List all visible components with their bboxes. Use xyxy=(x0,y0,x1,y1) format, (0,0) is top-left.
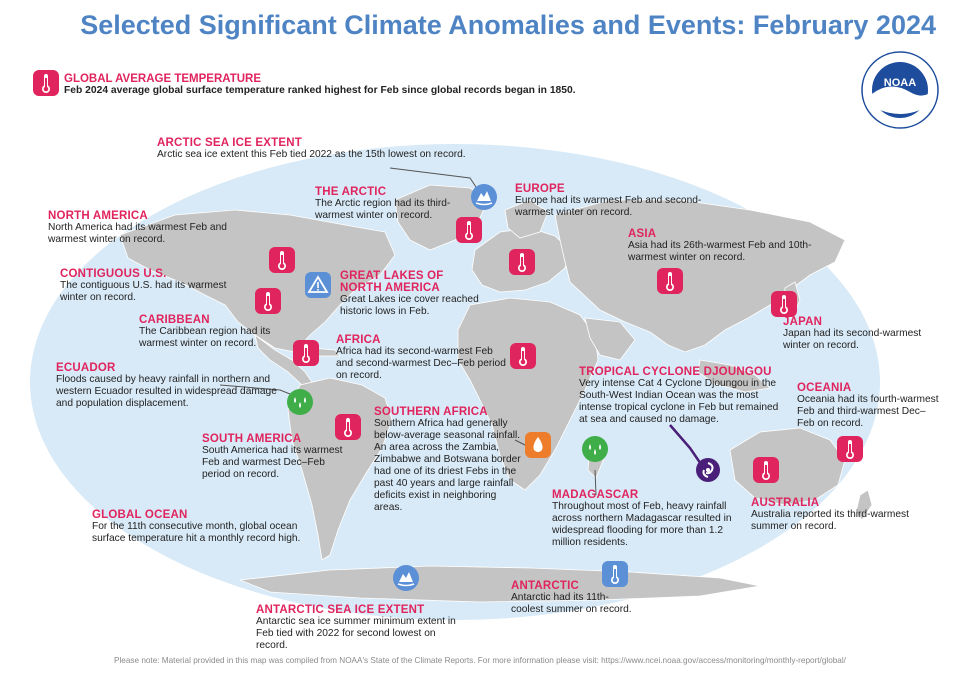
southern-africa-annotation xyxy=(374,406,524,514)
annotation-text: Antarctic had its 11th-coolest summer on record. xyxy=(511,592,632,615)
antarctic-annotation xyxy=(511,580,641,616)
annotation-heading: JAPAN xyxy=(783,316,823,328)
antarctic-sea-ice-icon xyxy=(393,565,419,591)
asia-annotation xyxy=(628,228,818,264)
global-average-temperature-heading: GLOBAL AVERAGE TEMPERATURE xyxy=(64,73,261,85)
ecuador-rain-icon xyxy=(287,389,313,415)
japan-thermometer-icon xyxy=(771,291,797,317)
the-arctic-annotation xyxy=(315,186,465,222)
australia-thermometer-icon xyxy=(753,457,779,483)
madagascar-rain-icon xyxy=(582,436,608,462)
oceania-annotation xyxy=(797,382,942,430)
annotation-heading: ASIA xyxy=(628,228,657,240)
africa-thermometer-icon xyxy=(510,343,536,369)
annotation-text: Throughout most of Feb, heavy rainfall across northern Madagascar resulted in widespread flooding for more than 1.2 million residents. xyxy=(552,501,732,548)
annotation-text: Very intense Cat 4 Cyclone Djoungou in the South-West Indian Ocean was the most intense tropical cyclone in Feb but remained at sea and caused no damage. xyxy=(579,378,779,425)
cyclone-icon xyxy=(695,457,721,483)
warning-icon xyxy=(305,272,331,298)
noaa-logo-text: NOAA xyxy=(883,77,917,89)
sea-ice-icon xyxy=(471,184,497,210)
contiguous-us-annotation xyxy=(60,268,240,304)
global-average-temperature xyxy=(64,73,576,96)
annotation-text: The Arctic region had its third-warmest winter on record. xyxy=(315,198,451,221)
annotation-text: Antarctic sea ice summer minimum extent in Feb tied with 2022 for second lowest on record. xyxy=(256,616,456,651)
asia-thermometer-icon xyxy=(657,268,683,294)
annotation-text: Oceania had its fourth-warmest Feb and third-warmest Dec–Feb on record. xyxy=(797,394,939,429)
annotation-text: Australia reported its third-warmest summer on record. xyxy=(751,509,909,532)
global-ocean-annotation xyxy=(92,509,312,545)
annotation-heading: ANTARCTIC SEA ICE EXTENT xyxy=(256,604,425,616)
page-title: Selected Significant Climate Anomalies and Events: February 2024 xyxy=(80,10,936,40)
europe-thermometer-icon xyxy=(509,249,535,275)
annotation-heading: AFRICA xyxy=(336,334,381,346)
annotation-heading: ANTARCTIC xyxy=(511,580,580,592)
annotation-heading: CARIBBEAN xyxy=(139,314,210,326)
annotation-text: The Caribbean region had its warmest winter on record. xyxy=(139,326,271,349)
annotation-heading: NORTH AMERICA xyxy=(48,210,148,222)
annotation-text: For the 11th consecutive month, global ocean surface temperature hit a monthly record high. xyxy=(92,521,301,544)
annotation-text: Africa had its second-warmest Feb and second-warmest Dec–Feb period on record. xyxy=(336,346,506,381)
australia-annotation xyxy=(751,497,916,533)
thermometer-icon xyxy=(33,70,59,96)
japan-annotation xyxy=(783,316,923,352)
annotation-text: Great Lakes ice cover reached historic lows in Feb. xyxy=(340,294,479,317)
cyclone-annotation xyxy=(579,366,779,426)
annotation-text: South America had its warmest Feb and warmest Dec–Feb period on record. xyxy=(202,445,343,480)
south-america-annotation xyxy=(202,433,347,481)
annotation-heading: ECUADOR xyxy=(56,362,116,374)
annotation-heading: GREAT LAKES OF NORTH AMERICA xyxy=(340,270,444,294)
annotation-heading: THE ARCTIC xyxy=(315,186,387,198)
antarctic-sea-ice-annotation xyxy=(256,604,466,652)
great-lakes-annotation xyxy=(340,270,480,318)
annotation-text: Southern Africa had generally below-average seasonal rainfall. An area across the Zambia, Zimbabwe and Botswana border had one of its driest Febs in the past 40 years and large rainfall deficits exist in neighboring areas. xyxy=(374,418,521,513)
annotation-text: Japan had its second-warmest winter on record. xyxy=(783,328,922,351)
north-america-thermometer-icon xyxy=(269,247,295,273)
oceania-thermometer-icon xyxy=(837,436,863,462)
footer-note: Please note: Material provided in this map was compiled from NOAA's State of the Climate Reports. For more information please visit: https://www.ncei.noaa.gov/access/monitoring/monthly-report/global/ xyxy=(114,656,846,665)
annotation-heading: MADAGASCAR xyxy=(552,489,639,501)
annotation-heading: OCEANIA xyxy=(797,382,852,394)
annotation-text: Asia had its 26th-warmest Feb and 10th-warmest winter on record. xyxy=(628,240,812,263)
madagascar-annotation xyxy=(552,489,732,549)
annotation-text: Arctic sea ice extent this Feb tied 2022 as the 15th lowest on record. xyxy=(157,149,466,160)
drought-icon xyxy=(525,432,551,458)
caribbean-thermometer-icon xyxy=(293,340,319,366)
africa-annotation xyxy=(336,334,506,382)
annotation-text: Europe had its warmest Feb and second-warmest winter on record. xyxy=(515,195,702,218)
arctic-sea-ice-annotation xyxy=(157,137,477,161)
global-average-temperature-text: Feb 2024 average global surface temperature ranked highest for Feb since global records began in 1850. xyxy=(64,85,576,96)
annotation-heading: CONTIGUOUS U.S. xyxy=(60,268,167,280)
contiguous-us-thermometer-icon xyxy=(255,288,281,314)
annotation-text: North America had its warmest Feb and warmest winter on record. xyxy=(48,222,227,245)
annotation-text: The contiguous U.S. had its warmest winter on record. xyxy=(60,280,227,303)
annotation-heading: ARCTIC SEA ICE EXTENT xyxy=(157,137,302,149)
annotation-heading: GLOBAL OCEAN xyxy=(92,509,188,521)
annotation-heading: TROPICAL CYCLONE DJOUNGOU xyxy=(579,366,772,378)
annotation-heading: SOUTHERN AFRICA xyxy=(374,406,488,418)
annotation-heading: AUSTRALIA xyxy=(751,497,820,509)
annotation-text: Floods caused by heavy rainfall in northern and western Ecuador resulted in widespread damage and population displacement. xyxy=(56,374,277,409)
annotation-heading: SOUTH AMERICA xyxy=(202,433,302,445)
annotation-heading: EUROPE xyxy=(515,183,565,195)
ecuador-annotation xyxy=(56,362,281,410)
europe-annotation xyxy=(515,183,705,219)
caribbean-annotation xyxy=(139,314,284,350)
north-america-annotation xyxy=(48,210,228,246)
noaa-logo xyxy=(860,50,940,130)
